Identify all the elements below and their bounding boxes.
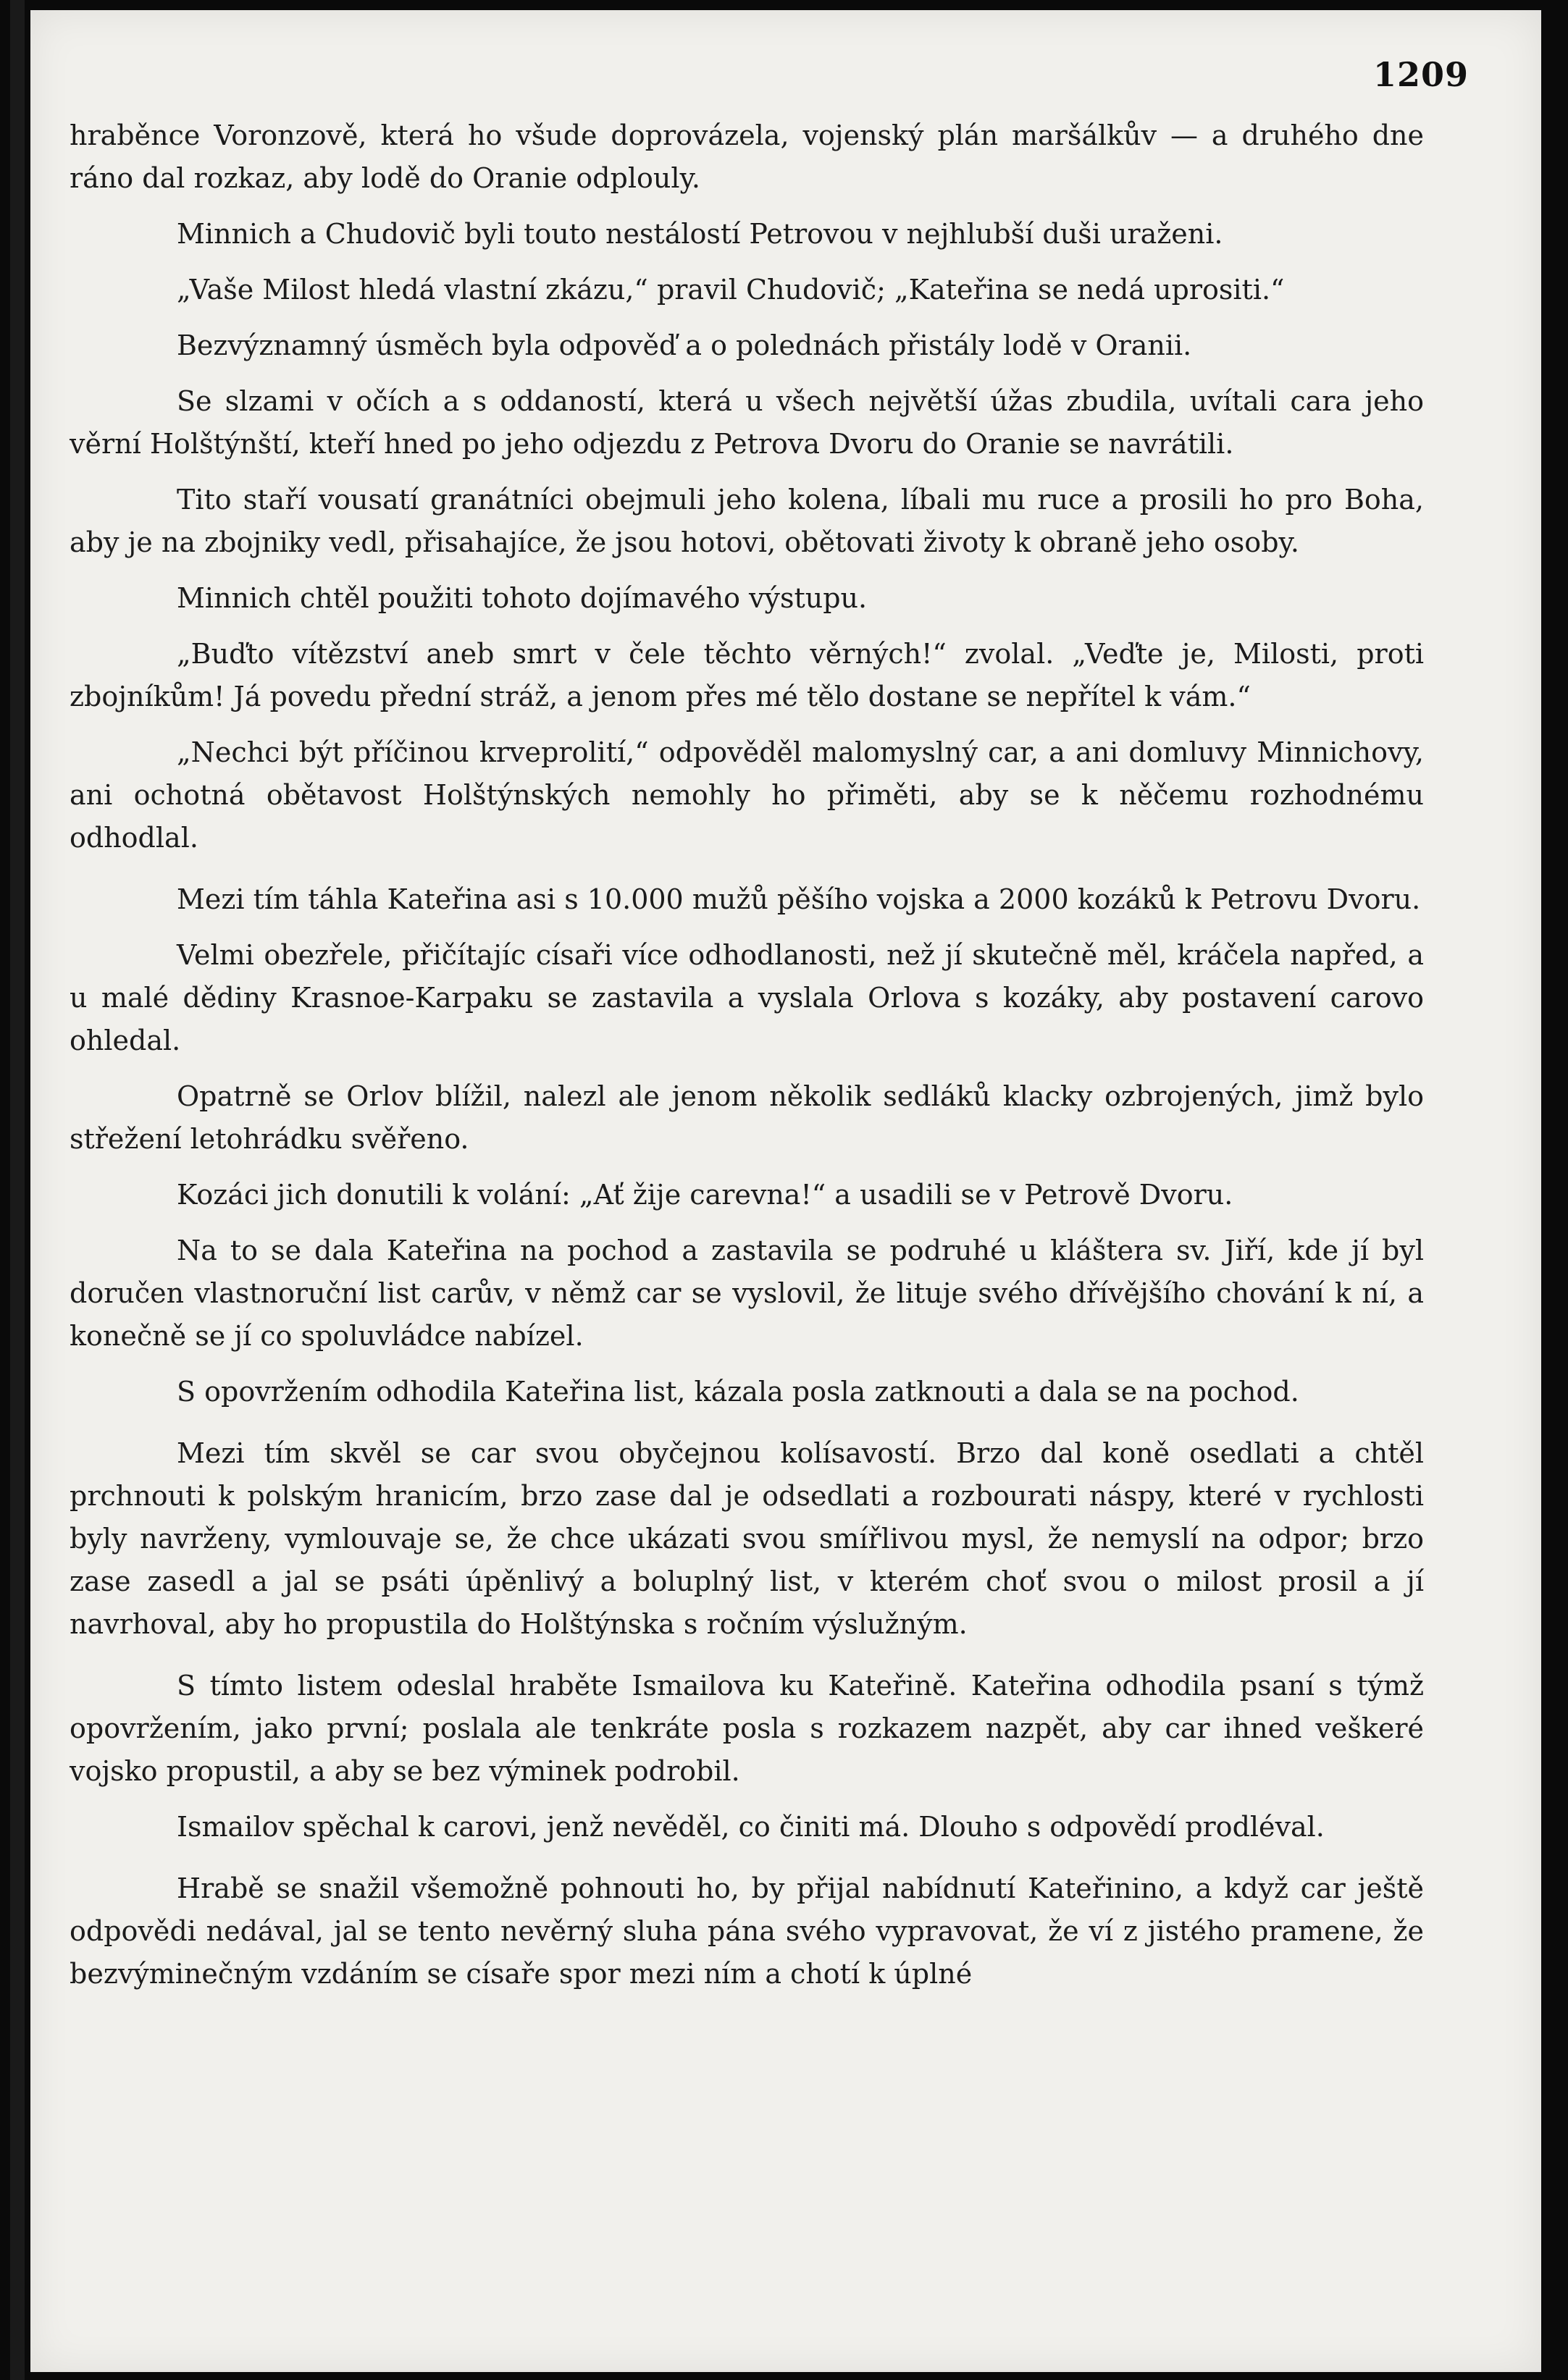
- paragraph: „Vaše Milost hledá vlastní zkázu,“ pravil Chudovič; „Kateřina se nedá uprositi.“: [177, 274, 1285, 306]
- paragraph: Se slzami v očích a s oddaností, která u všech největší úžas zbudila, uvítali cara jeho věrní Holštýnští, kteří hned po jeho odjezdu z Petrova Dvoru do Oranie se navrátili.: [70, 385, 1424, 460]
- paragraph: hraběnce Voronzově, která ho všude doprovázela, vojenský plán maršálkův — a druhého dne ráno dal rozkaz, aby lodě do Oranie odplouly.: [70, 119, 1424, 194]
- paragraph: Velmi obezřele, přičítajíc císaři více odhodlanosti, než jí skutečně měl, kráčela napřed, a u malé dědiny Krasnoe-Karpaku se zastavila a vyslala Orlova s kozáky, aby postavení carovo ohledal.: [70, 939, 1424, 1056]
- paragraph: Mezi tím skvěl se car svou obyčejnou kolísavostí. Brzo dal koně osedlati a chtěl prchnouti k polským hranicím, brzo zase dal je odsedlati a rozbourati náspy, které v rychlosti byly navrženy, vymlouvaje se, že chce ukázati svou smířlivou mysl, že nemyslí na odpor; brzo zase zasedl a jal se psáti úpěnlivý a boluplný list, v kterém choť svou o milost prosil a jí navrhoval, aby ho propustila do Holštýnska s ročním výslužným.: [70, 1437, 1424, 1640]
- paragraph: Minnich chtěl použiti tohoto dojímavého výstupu.: [177, 582, 868, 614]
- paragraph: Minnich a Chudovič byli touto nestálostí Petrovou v nejhlubší duši uraženi.: [177, 218, 1223, 250]
- paragraph: „Buďto vítězství aneb smrt v čele těchto věrných!“ zvolal. „Veďte je, Milosti, proti zbojníkům! Já povedu přední stráž, a jenom přes mé tělo dostane se nepřítel k vám.“: [70, 638, 1424, 712]
- binding-edge: [10, 0, 25, 2380]
- paragraph: S tímto listem odeslal hraběte Ismailova ku Kateřině. Kateřina odhodila psaní s týmž opovržením, jako první; poslala ale tenkráte posla s rozkazem nazpět, aby car ihned veškeré vojsko propustil, a aby se bez výminek podrobil.: [70, 1670, 1424, 1787]
- paragraph: Mezi tím táhla Kateřina asi s 10.000 mužů pěšího vojska a 2000 kozáků k Petrovu Dvoru.: [177, 883, 1421, 915]
- paragraph: Bezvýznamný úsměch byla odpověď a o polednách přistály lodě v Oranii.: [177, 329, 1192, 361]
- paragraph: Hrabě se snažil všemožně pohnouti ho, by přijal nabídnutí Kateřinino, a když car ještě odpovědi nedával, jal se tento nevěrný sluha pána svého vypravovat, že ví z jistého pramene, že bezvýminečným vzdáním se císaře spor mezi ním a chotí k úplné: [70, 1872, 1424, 1990]
- paragraph: Tito staří vousatí granátníci obejmuli jeho kolena, líbali mu ruce a prosili ho pro Boha, aby je na zbojniky vedl, přisahajíce, že jsou hotovi, obětovati životy k obraně jeho osoby.: [70, 484, 1424, 558]
- paragraph: „Nechci být příčinou krveprolití,“ odpověděl malomyslný car, a ani domluvy Minnichovy, ani ochotná obětavost Holštýnských nemohly ho přiměti, aby se k něčemu rozhodnému odhodlal.: [70, 736, 1424, 854]
- paragraph: Na to se dala Kateřina na pochod a zastavila se podruhé u kláštera sv. Jiří, kde jí byl doručen vlastnoruční list carův, v němž car se vyslovil, že lituje svého dřívějšího chování k ní, a konečně se jí co spoluvládce nabízel.: [70, 1235, 1424, 1352]
- paragraph: Kozáci jich donutili k volání: „Ať žije carevna!“ a usadili se v Petrově Dvoru.: [177, 1179, 1233, 1211]
- page-number: 1209: [1372, 55, 1469, 94]
- paragraph: S opovržením odhodila Kateřina list, kázala posla zatknouti a dala se na pochod.: [177, 1376, 1299, 1408]
- body-text: [70, 114, 1424, 2009]
- paragraph: Ismailov spěchal k carovi, jenž nevěděl, co činiti má. Dlouho s odpovědí prodléval.: [177, 1811, 1325, 1843]
- paragraph: Opatrně se Orlov blížil, nalezl ale jenom několik sedláků klacky ozbrojených, jimž bylo střežení letohrádku svěřeno.: [70, 1080, 1424, 1155]
